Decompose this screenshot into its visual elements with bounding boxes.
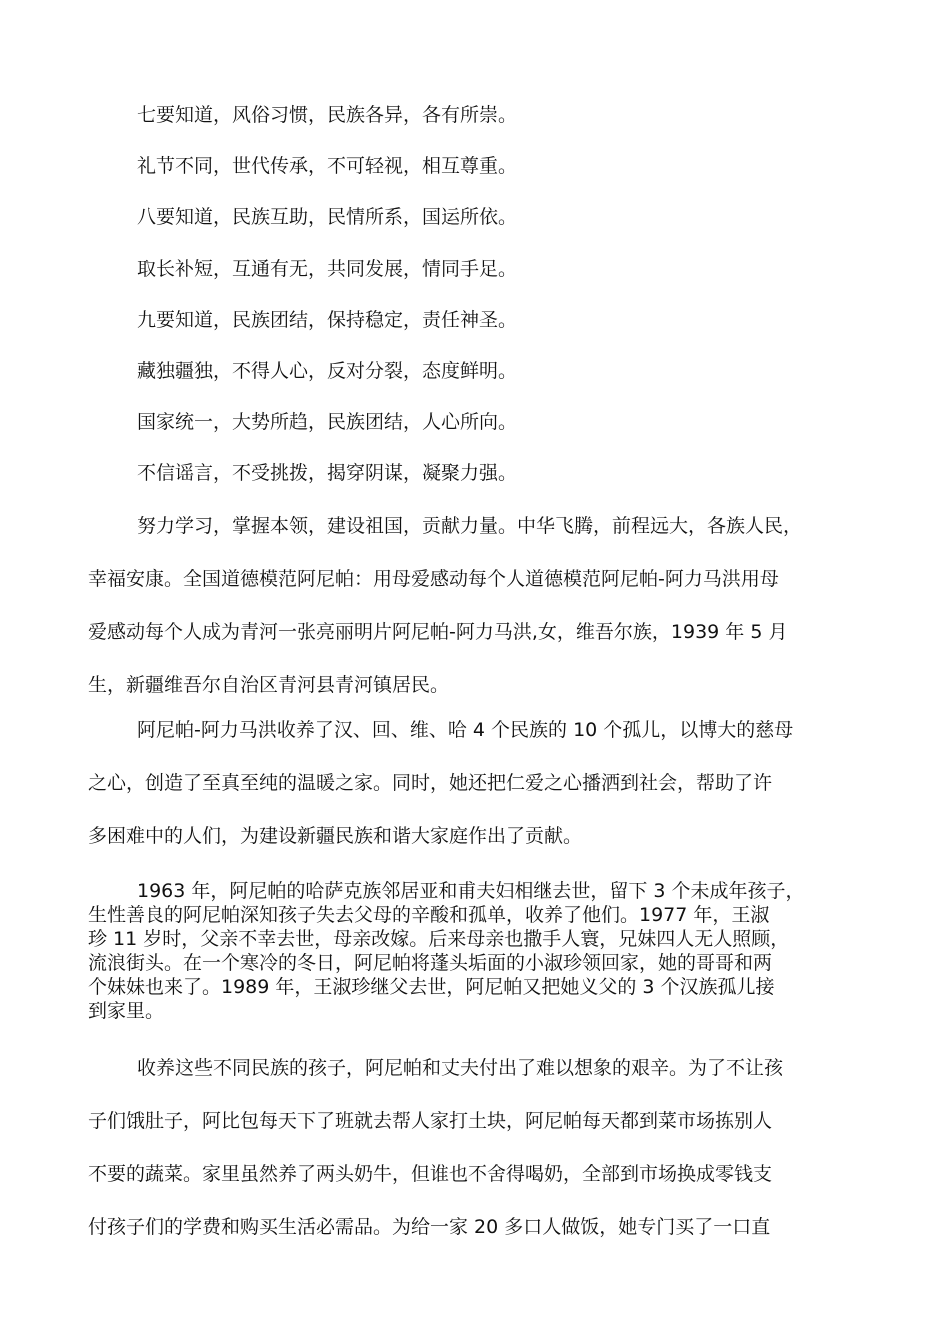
paragraph-4 <box>88 1042 870 1254</box>
verse-line: 八要知道，民族互助，民情所系，国运所依。 <box>137 206 518 228</box>
paragraph-line: 生性善良的阿尼帕深知孩子失去父母的辛酸和孤单，收养了他们。1977 年，王淑 <box>88 904 770 926</box>
paragraph-line: 流浪街头。在一个寒冷的冬日，阿尼帕将蓬头垢面的小淑珍领回家，她的哥哥和两 <box>88 952 773 974</box>
paragraph-line: 不要的蔬菜。家里虽然养了两头奶牛，但谁也不舍得喝奶，全部到市场换成零钱支 <box>88 1163 773 1185</box>
paragraph-line: 1963 年，阿尼帕的哈萨克族邻居亚和甫夫妇相继去世，留下 3 个未成年孩子， <box>137 880 805 902</box>
paragraph-line: 子们饿肚子，阿比包每天下了班就去帮人家打土块，阿尼帕每天都到菜市场拣别人 <box>88 1110 773 1132</box>
paragraph-line: 到家里。 <box>88 1000 165 1022</box>
verse-line: 九要知道，民族团结，保持稳定，责任神圣。 <box>137 309 518 331</box>
verse-line: 不信谣言，不受挑拨，揭穿阴谋，凝聚力强。 <box>137 462 518 484</box>
verse-line: 藏独疆独，不得人心，反对分裂，态度鲜明。 <box>137 360 518 382</box>
paragraph-2 <box>88 704 870 863</box>
paragraph-line: 珍 11 岁时，父亲不幸去世，母亲改嫁。后来母亲也撒手人寰，兄妹四人无人照顾， <box>88 928 790 950</box>
paragraph-line: 生，新疆维吾尔自治区青河县青河镇居民。 <box>88 674 450 696</box>
paragraph-line: 幸福安康。全国道德模范阿尼帕：用母爱感动每个人道德模范阿尼帕-阿力马洪用母 <box>88 568 779 590</box>
verse-line: 取长补短，互通有无，共同发展，情同手足。 <box>137 258 518 280</box>
paragraph-line: 爱感动每个人成为青河一张亮丽明片阿尼帕-阿力马洪,女，维吾尔族，1939 年 5 月 <box>88 621 788 643</box>
verse-line: 七要知道，风俗习惯，民族各异，各有所崇。 <box>137 104 518 126</box>
paragraph-line: 个妹妹也来了。1989 年，王淑珍继父去世，阿尼帕又把她义父的 3 个汉族孤儿接 <box>88 976 775 998</box>
paragraph-3 <box>88 879 870 1023</box>
paragraph-line: 收养这些不同民族的孩子，阿尼帕和丈夫付出了难以想象的艰辛。为了不让孩 <box>137 1057 784 1079</box>
paragraph-line: 付孩子们的学费和购买生活必需品。为给一家 20 多口人做饭，她专门买了一口直 <box>88 1216 771 1238</box>
verse-line: 国家统一，大势所趋，民族团结，人心所向。 <box>137 411 518 433</box>
verse-line: 礼节不同，世代传承，不可轻视，相互尊重。 <box>137 155 518 177</box>
paragraph-line: 阿尼帕-阿力马洪收养了汉、回、维、哈 4 个民族的 10 个孤儿，以博大的慈母 <box>137 719 794 741</box>
paragraph-line: 努力学习，掌握本领，建设祖国，贡献力量。中华飞腾，前程远大，各族人民， <box>137 515 803 537</box>
paragraph-line: 之心，创造了至真至纯的温暖之家。同时，她还把仁爱之心播洒到社会，帮助了许 <box>88 772 773 794</box>
paragraph-line: 多困难中的人们，为建设新疆民族和谐大家庭作出了贡献。 <box>88 825 583 847</box>
paragraph-1 <box>88 500 870 712</box>
